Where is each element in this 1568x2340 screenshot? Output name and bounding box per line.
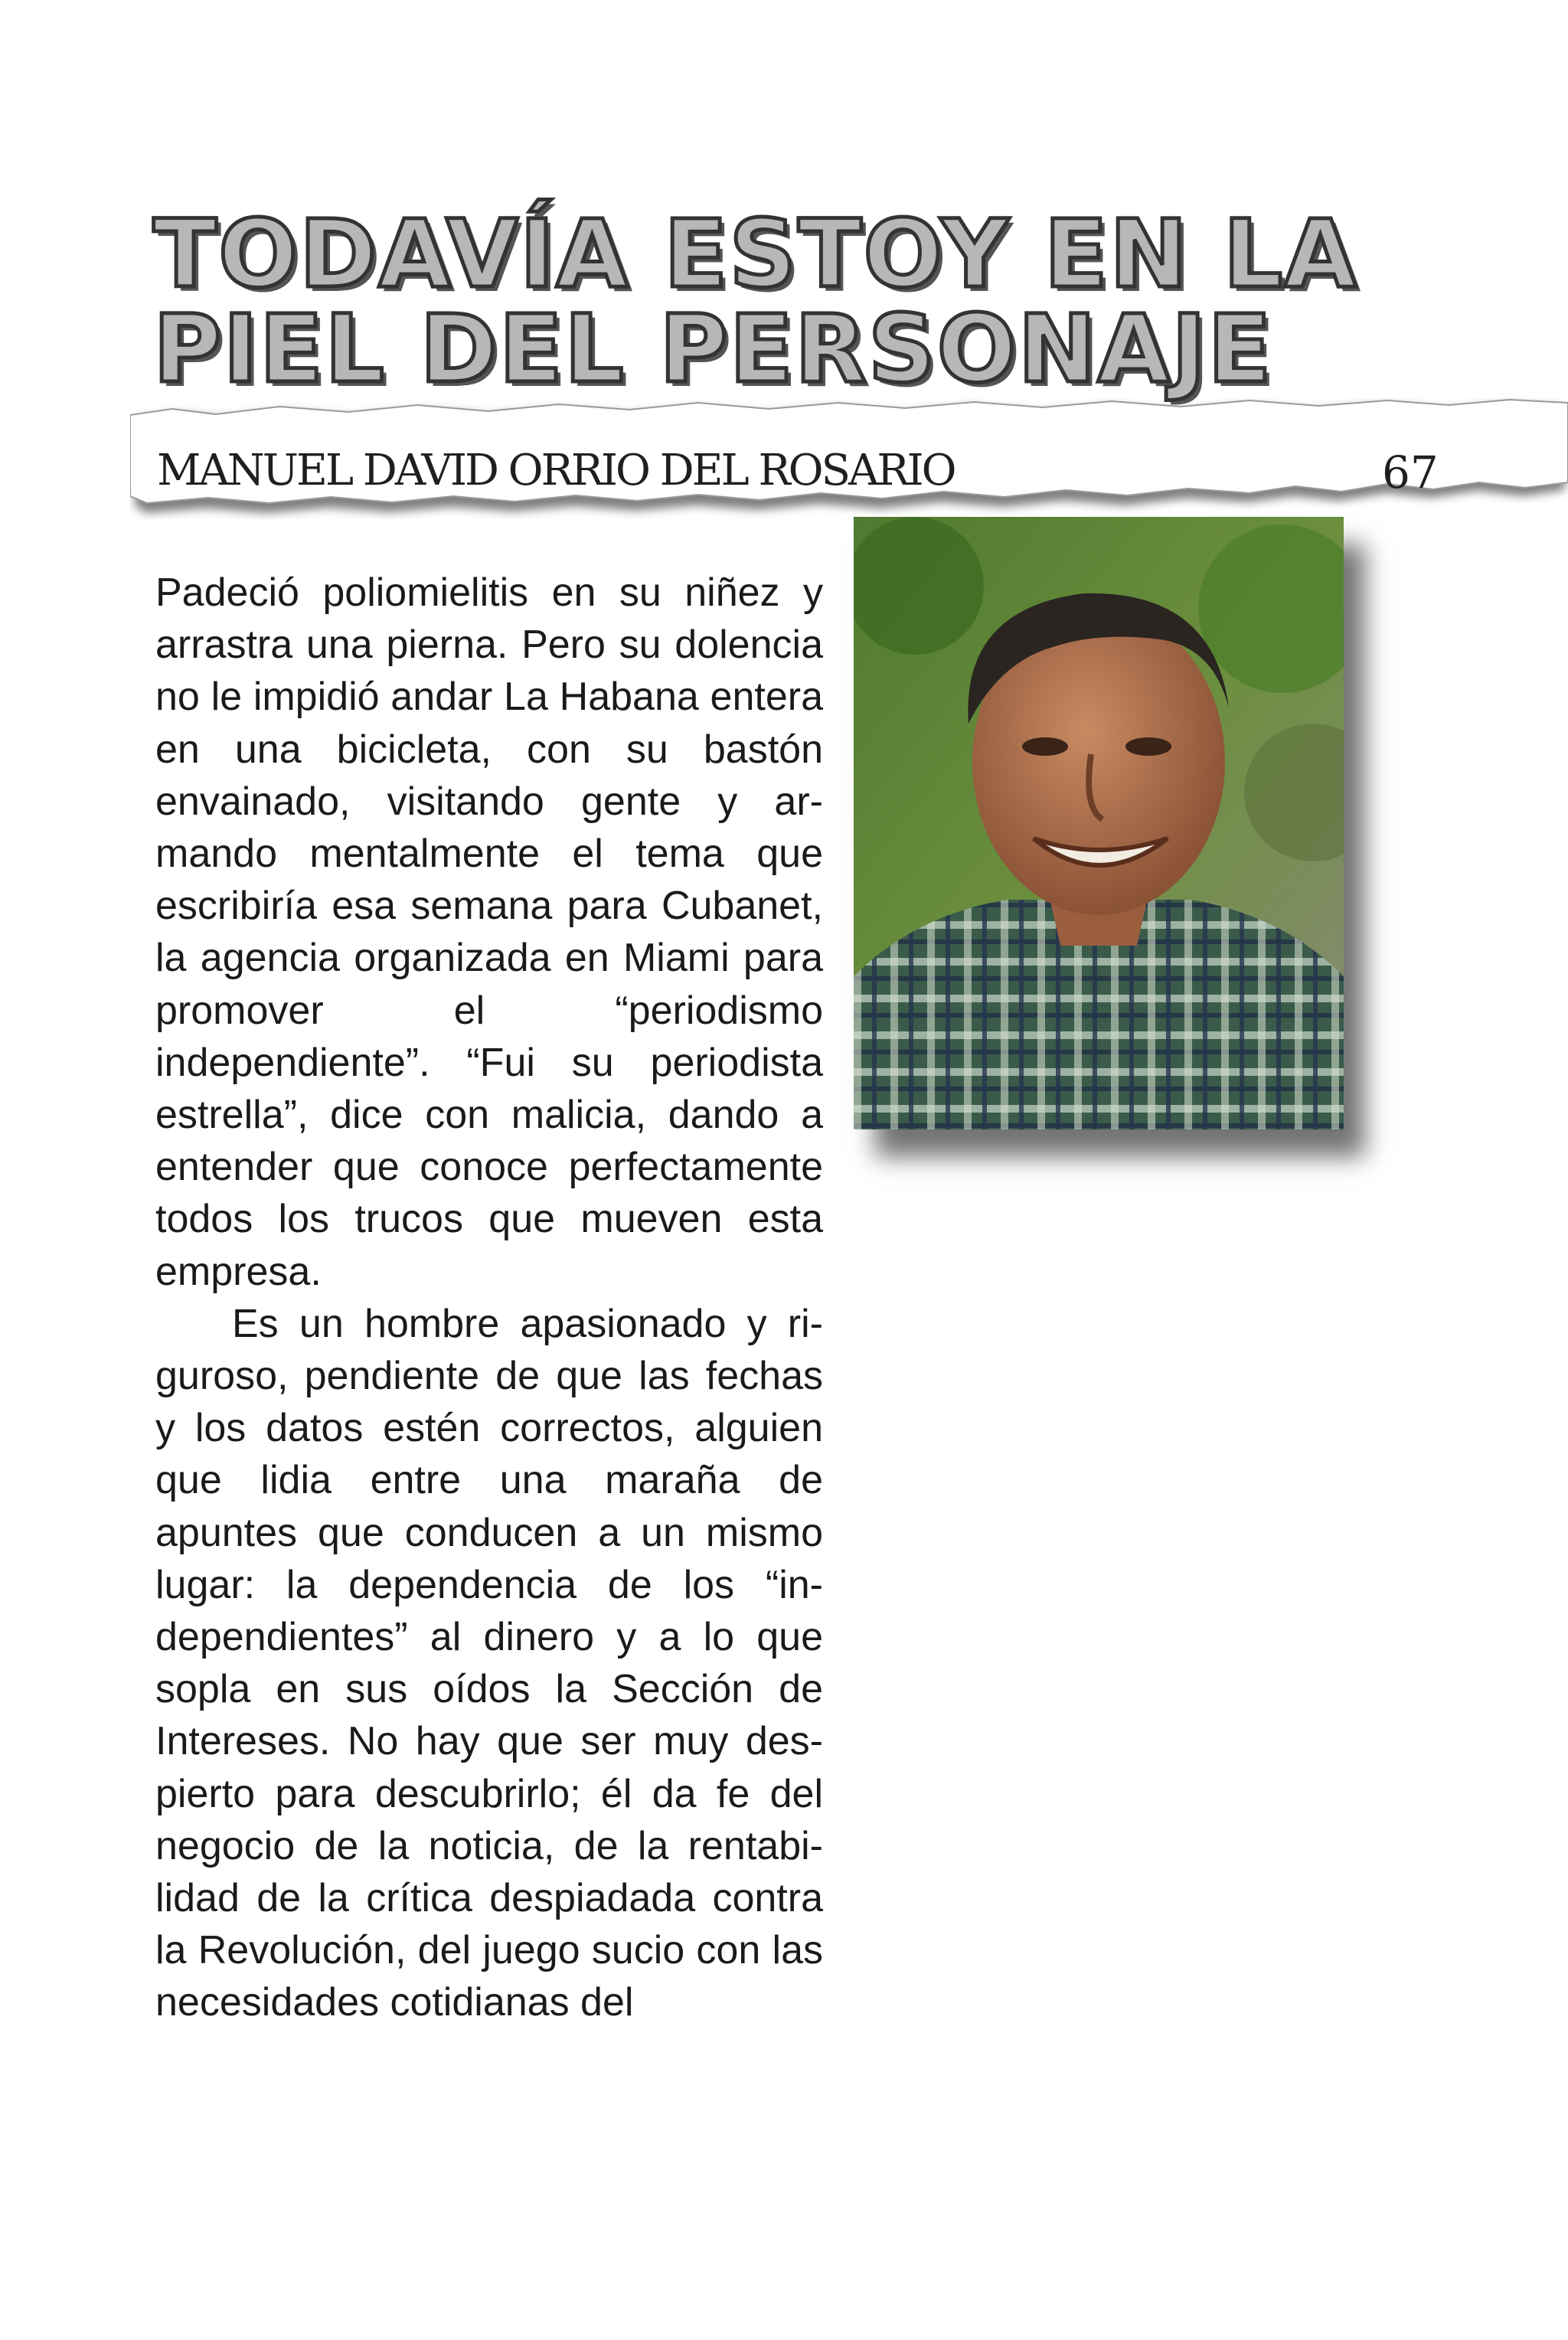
left-eye — [1022, 737, 1068, 756]
headline-line-1: TODAVÍA ESTOY EN LA — [153, 200, 1358, 309]
headline-line-2: PIEL DEL PERSONAJE — [153, 295, 1273, 404]
page-number: 67 — [1382, 446, 1439, 498]
paragraph-2: Es un hombre apasionado y riguroso, pendiente de que las fechas y los datos estén correctos, alguien que lidia entre una maraña de apuntes que conducen a un mismo lugar: la dependencia de los “independientes” al dinero y a lo que sopla en sus oídos la Sección de Intereses. No hay que ser muy despierto para descubrirlo; él da fe del negocio de la noticia, de la rentabilidad de la crítica despiadada contra la Revolución, del juego sucio con las necesidades cotidianas del — [155, 1301, 823, 2025]
author-byline: MANUEL DAVID ORRIO DEL ROSARIO — [157, 446, 955, 495]
right-eye — [1125, 737, 1171, 756]
author-portrait-photo — [854, 517, 1344, 1129]
article-headline — [153, 200, 1358, 404]
paragraph-1: Padeció poliomielitis en su niñez y arrastra una pierna. Pero su dolencia no le impidió andar La Habana entera en una bicicleta, con su bastón envainado, visitando gente y armando mentalmente el tema que escribiría esa semana para Cubanet, la agencia organizada en Miami para promover el “periodismo independiente”. “Fui su periodista estrella”, dice con malicia, dando a entender que conoce perfectamente todos los trucos que mueven esta empresa. — [155, 570, 823, 1294]
article-body — [155, 567, 823, 2029]
portrait-illustration — [854, 517, 1344, 1129]
